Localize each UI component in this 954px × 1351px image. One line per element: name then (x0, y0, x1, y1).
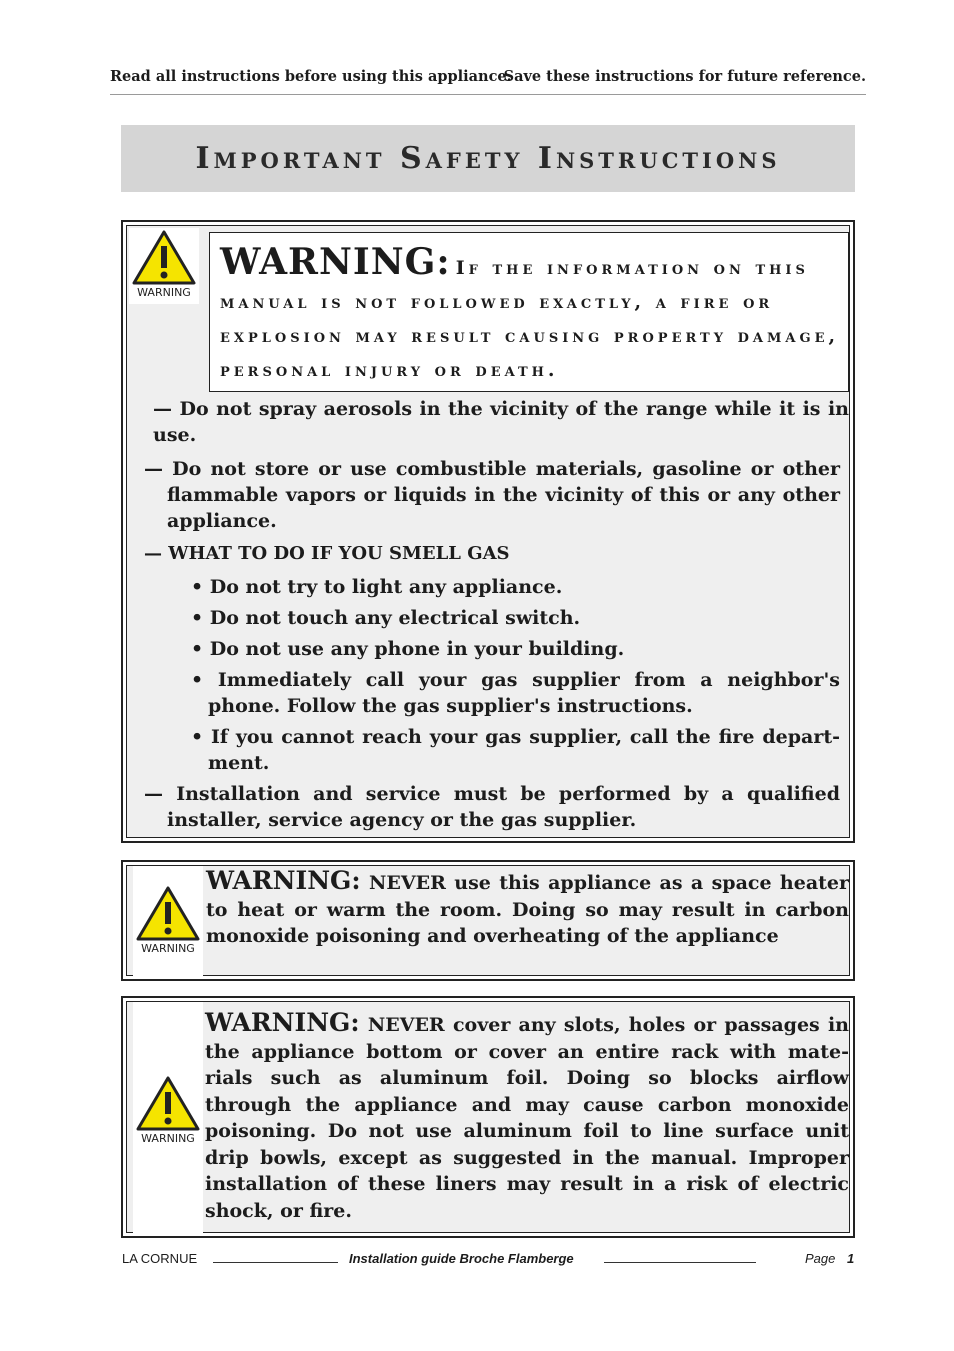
warning-triangle-graphic (133, 1074, 203, 1132)
space-heater-warning-text (206, 868, 849, 950)
page-title: Important Safety Instructions (195, 141, 781, 176)
page-footer (122, 1251, 855, 1271)
warning-triangle-icon (133, 1002, 203, 1234)
footer-page-label: Page (805, 1251, 836, 1266)
header-left-note: Read all instructions before using this appliance. (110, 68, 512, 85)
warning-statement: If the information on this manual is not followed exactly, a fire or explosion may result causing property damage, personal injury or death. (220, 257, 840, 381)
footer-brand: LA CORNUE (122, 1251, 198, 1266)
title-bar (121, 125, 855, 192)
warning-icon-label: WARNING (141, 942, 195, 955)
warning-heading: WARNING: (206, 866, 361, 895)
footer-rule (213, 1262, 338, 1263)
instruction-list (153, 396, 849, 455)
instruction-aerosols: — Do not spray aerosols in the vicinity of the range while it is in use. (153, 398, 849, 446)
warning-triangle-graphic (129, 228, 199, 286)
space-heater-warning-panel (126, 865, 850, 976)
instruction-list-cont (144, 456, 840, 840)
gas-step: • Do not touch any electrical switch. (191, 607, 581, 629)
warning-heading: WARNING: (220, 241, 451, 283)
airflow-warning-panel (126, 1001, 850, 1233)
footer-rule (604, 1262, 756, 1263)
instruction-combustibles: — Do not store or use combustible materials, gasoline or other flammable vapors or liquids in the vicinity of this or any other appliance. (144, 458, 840, 532)
warning-body: cover any slots, holes or passages in the appliance bottom or cover an entire rack with mate- rials such as aluminum foil. Doing so blocks airflow through the appliance and may cause carbon monoxide poisoning. Do not use aluminum foil to line surface unit drip bowls, except as suggested in the manual. Improper installation of these liners may result in a risk of electric shock, or fire. (205, 1014, 849, 1222)
warning-heading-box (209, 232, 849, 392)
footer-page-number: 1 (847, 1251, 855, 1266)
footer-guide-title: Installation guide Broche Flamberge (349, 1251, 574, 1266)
never-emphasis: NEVER (367, 1014, 445, 1036)
main-warning-panel (126, 225, 850, 838)
space-heater-warning-box (121, 860, 855, 981)
header-right-note: Save these instructions for future reference. (503, 68, 866, 85)
gas-step: • Do not try to light any appliance. (191, 576, 563, 598)
airflow-warning-text (205, 1010, 849, 1224)
warning-heading: WARNING: (205, 1008, 360, 1037)
instruction-installation: — Installation and service must be performed by a qualified installer, service agency or the gas supplier. (144, 783, 840, 831)
warning-triangle-icon (133, 866, 203, 977)
airflow-warning-box (121, 996, 855, 1238)
warning-body: use this appliance as a space heater to heat or warm the room. Doing so may result in carbon monoxide poisoning and overheating of the appliance (206, 872, 850, 947)
page-header (110, 68, 866, 95)
gas-step: • Immediately call your gas supplier from a neighbor's phone. Follow the gas supplier's instructions. (191, 669, 840, 717)
warning-triangle-graphic (133, 884, 203, 942)
main-warning-box (121, 220, 855, 843)
warning-triangle-icon (129, 228, 199, 304)
instruction-smell-gas-heading: — WHAT TO DO IF YOU SMELL GAS (144, 543, 510, 564)
gas-step: • If you cannot reach your gas supplier, call the fire depart- ment. (191, 726, 840, 774)
warning-icon-label: WARNING (137, 286, 191, 299)
warning-icon-label: WARNING (141, 1132, 195, 1145)
never-emphasis: NEVER (369, 872, 446, 894)
gas-step: • Do not use any phone in your building. (191, 638, 625, 660)
